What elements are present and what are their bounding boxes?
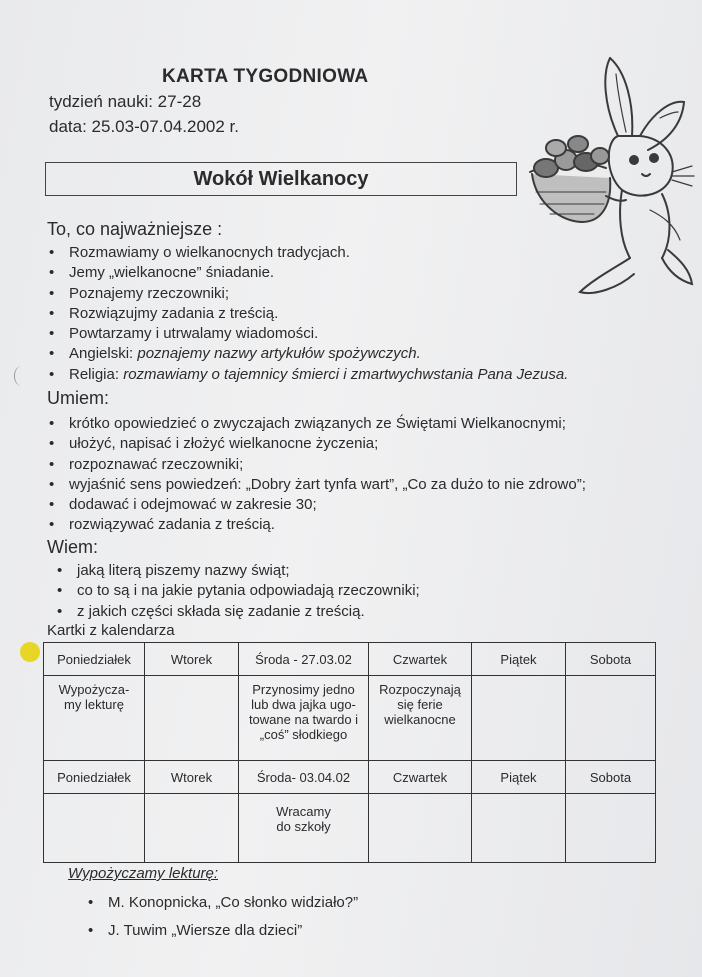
bullet-icon: • <box>88 894 94 911</box>
calendar-day-cell: Piątek <box>472 643 566 676</box>
list-item: • Rozmawiamy o wielkanocnych tradycjach. <box>49 244 350 261</box>
list-item: • rozpoznawać rzeczowniki; <box>49 455 244 473</box>
bullet-icon: • <box>49 244 55 261</box>
calendar-table <box>43 642 656 863</box>
bullet-icon: • <box>49 516 55 534</box>
calendar-event-cell <box>369 794 472 863</box>
date-line: data: 25.03-07.04.2002 r. <box>49 117 239 136</box>
calendar-day-cell: Wtorek <box>145 761 239 794</box>
calendar-days-row <box>44 643 656 676</box>
calendar-heading: Kartki z kalendarza <box>47 622 175 639</box>
theme-title: Wokół Wielkanocy <box>193 167 369 190</box>
section-heading-najwazniejsze: To, co najważniejsze : <box>47 219 223 239</box>
calendar-event-cell <box>239 794 369 863</box>
list-item: • Religia: rozmawiamy o tajemnicy śmierci i zmartwychwstania Pana Jezusa. <box>49 365 569 383</box>
section-heading-wiem: Wiem: <box>47 537 98 557</box>
hole-punch-mark <box>14 366 29 386</box>
list-item: • Poznajemy rzeczowniki; <box>49 284 230 302</box>
event-text: Wracamy do szkoły <box>276 804 331 834</box>
list-item: • z jakich części składa się zadanie z treścią. <box>57 602 365 620</box>
wiem-list <box>55 561 420 622</box>
list-item: • jaką literą piszemy nazwy świąt; <box>57 562 290 579</box>
bullet-icon: • <box>49 264 55 282</box>
bullet-icon: • <box>49 455 55 473</box>
calendar-events-row <box>44 676 656 761</box>
event-text: Rozpoczynają się ferie wielkanocne <box>379 682 461 727</box>
bullet-icon: • <box>49 304 55 322</box>
calendar-day-cell: Sobota <box>566 643 656 676</box>
list-item: • krótko opowiedzieć o zwyczajach związanych ze Świętami Wielkanocnymi; <box>49 415 566 432</box>
lektury-heading: Wypożyczamy lekturę: <box>68 865 219 882</box>
calendar-event-cell <box>472 794 566 863</box>
calendar-events-row <box>44 794 656 863</box>
calendar-day-cell: Środa - 27.03.02 <box>239 643 369 676</box>
calendar-day-cell: Środa- 03.04.02 <box>239 761 369 794</box>
bullet-icon: • <box>57 562 63 579</box>
calendar-days-row <box>44 761 656 794</box>
list-item: • Rozwiązujmy zadania z treścią. <box>49 304 279 322</box>
highlight-dot <box>20 642 40 662</box>
bullet-icon: • <box>49 496 55 514</box>
calendar-event-cell <box>44 676 145 761</box>
calendar-event-cell <box>145 676 239 761</box>
list-item: • Angielski: poznajemy nazwy artykułów spożywczych. <box>49 345 421 363</box>
event-text: Wypożycza- my lekturę <box>58 682 130 712</box>
calendar-event-cell <box>44 794 145 863</box>
calendar-event-cell <box>566 676 656 761</box>
calendar-day-cell: Czwartek <box>369 761 472 794</box>
calendar-day-cell: Czwartek <box>369 643 472 676</box>
bullet-icon: • <box>57 602 63 620</box>
section-heading-umiem: Umiem: <box>47 388 109 408</box>
bullet-icon: • <box>49 284 55 302</box>
bullet-icon: • <box>49 325 55 343</box>
bullet-icon: • <box>49 435 55 453</box>
list-item: • dodawać i odejmować w zakresie 30; <box>49 496 317 514</box>
calendar-day-cell: Wtorek <box>145 643 239 676</box>
calendar-event-cell <box>239 676 369 761</box>
bullet-icon: • <box>49 415 55 432</box>
list-item: • co to są i na jakie pytania odpowiadają rzeczowniki; <box>57 582 420 600</box>
bullet-icon: • <box>49 365 55 383</box>
list-item: • ułożyć, napisać i złożyć wielkanocne życzenia; <box>49 435 379 453</box>
list-item: • rozwiązywać zadania z treścią. <box>49 516 275 534</box>
calendar-event-cell <box>369 676 472 761</box>
calendar-day-cell: Sobota <box>566 761 656 794</box>
bullet-icon: • <box>49 475 55 493</box>
bullet-icon: • <box>57 582 63 600</box>
list-item: • M. Konopnicka, „Co słonko widziało?” <box>88 894 359 911</box>
calendar-day-cell: Poniedziałek <box>44 761 145 794</box>
calendar-event-cell <box>566 794 656 863</box>
calendar-day-cell: Piątek <box>472 761 566 794</box>
calendar-event-cell <box>472 676 566 761</box>
calendar-event-cell <box>145 794 239 863</box>
bullet-icon: • <box>49 345 55 363</box>
list-item: • Powtarzamy i utrwalamy wiadomości. <box>49 325 319 343</box>
event-text: Przynosimy jedno lub dwa jajka ugo- towane na twardo i „coś” słodkiego <box>248 682 359 742</box>
calendar-day-cell: Poniedziałek <box>44 643 145 676</box>
umiem-list <box>47 414 586 536</box>
bullet-icon: • <box>88 922 94 939</box>
theme-box <box>45 162 517 196</box>
page-title: KARTA TYGODNIOWA <box>162 66 369 87</box>
week-line: tydzień nauki: 27-28 <box>49 92 202 111</box>
lektury-list <box>88 893 358 949</box>
list-item: • wyjaśnić sens powiedzeń: „Dobry żart tynfa wart”, „Co za dużo to nie zdrowo”; <box>49 475 586 493</box>
list-item: • J. Tuwim „Wiersze dla dzieci” <box>88 922 303 939</box>
list-item: • Jemy „wielkanocne” śniadanie. <box>49 264 275 282</box>
najwazniejsze-list <box>47 243 568 385</box>
